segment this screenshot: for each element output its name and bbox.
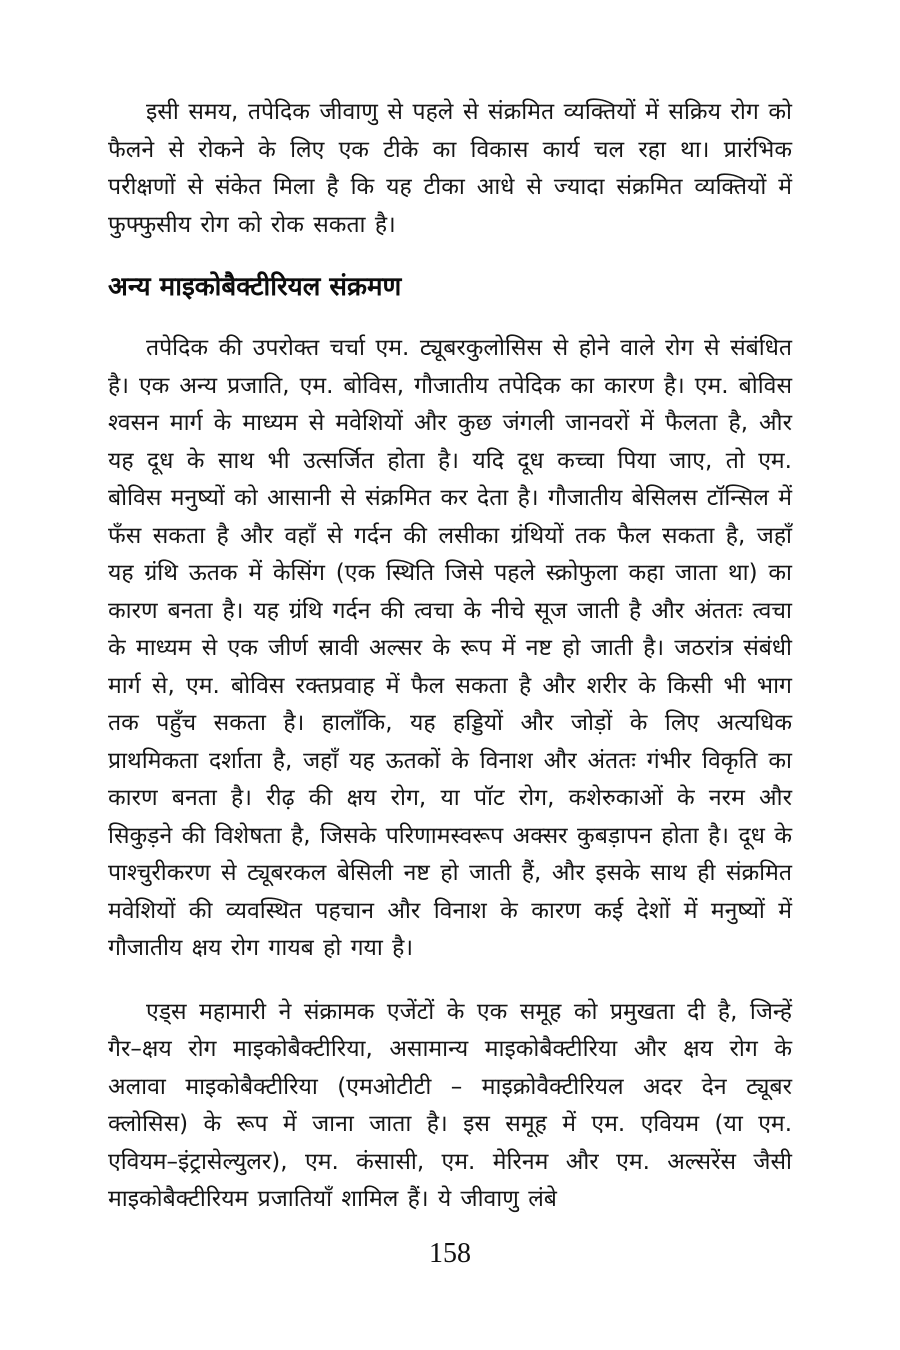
text-block	[108, 94, 792, 1245]
page-number: 158	[429, 1238, 471, 1269]
paragraph-aids-mott-species: एड्स महामारी ने संक्रामक एजेंटों के एक समूह को प्रमुखता दी है, जिन्हें गैर–क्षय रोग माइकोबैक्टीरिया, असामान्य माइकोबैक्टीरिया और क्षय रोग के अलावा माइकोबैक्टीरिया (एमओटीटी – माइक्रोवैक्टीरियल अदर देन ट्यूबर क्लोसिस) के रूप में जाना जाता है। इस समूह में एम. एवियम (या एम. एवियम–इंट्रासेल्युलर), एम. कंसासी, एम. मेरिनम और एम. अल्सरेंस जैसी माइकोबैक्टीरियम प्रजातियाँ शामिल हैं। ये जीवाणु लंबे	[108, 998, 792, 1212]
section-heading-other-mycobacterial-infections: अन्य माइकोबैक्टीरियल संक्रमण	[108, 272, 402, 302]
paragraph-bovine-tuberculosis: तपेदिक की उपरोक्त चर्चा एम. ट्यूबरकुलोसिस से होने वाले रोग से संबंधित है। एक अन्य प्रजाति, एम. बोविस, गौजातीय तपेदिक का कारण है। एम. बोविस श्वसन मार्ग के माध्यम से मवेशियों और कुछ जंगली जानवरों में फैलता है, और यह दूध के साथ भी उत्सर्जित होता है। यदि दूध कच्चा पिया जाए, तो एम. बोविस मनुष्यों को आसानी से संक्रमित कर देता है। गौजातीय बेसिलस टॉन्सिल में फँस सकता है और वहाँ से गर्दन की लसीका ग्रंथियों तक फैल सकता है, जहाँ यह ग्रंथि ऊतक में केसिंग (एक स्थिति जिसे पहले स्क्रोफुला कहा जाता था) का कारण बनता है। यह ग्रंथि गर्दन की त्वचा के नीचे सूज जाती है और अंततः त्वचा के माध्यम से एक जीर्ण स्रावी अल्सर के रूप में नष्ट हो जाती है। जठरांत्र संबंधी मार्ग से, एम. बोविस रक्तप्रवाह में फैल सकता है और शरीर के किसी भी भाग तक पहुँच सकता है। हालाँकि, यह हड्डियों और जोड़ों के लिए अत्यधिक प्राथमिकता दर्शाता है, जहाँ यह ऊतकों के विनाश और अंततः गंभीर विकृति का कारण बनता है। रीढ़ की क्षय रोग, या पॉट रोग, कशेरुकाओं के नरम और सिकुड़ने की विशेषता है, जिसके परिणामस्वरूप अक्सर कुबड़ापन होता है। दूध के पाश्चुरीकरण से ट्यूबरकल बेसिली नष्ट हो जाती हैं, और इसके साथ ही संक्रमित मवेशियों की व्यवस्थित पहचान और विनाश के कारण कई देशों में मनुष्यों में गौजातीय क्षय रोग गायब हो गया है।	[108, 335, 792, 961]
paragraph-vaccine-development: इसी समय, तपेदिक जीवाणु से पहले से संक्रमित व्यक्तियों में सक्रिय रोग को फैलने से रोकने के लिए एक टीके का विकास कार्य चल रहा था। प्रारंभिक परीक्षणों से संकेत मिला है कि यह टीका आधे से ज्यादा संक्रमित व्यक्तियों में फुफ्फुसीय रोग को रोक सकता है।	[108, 99, 792, 238]
